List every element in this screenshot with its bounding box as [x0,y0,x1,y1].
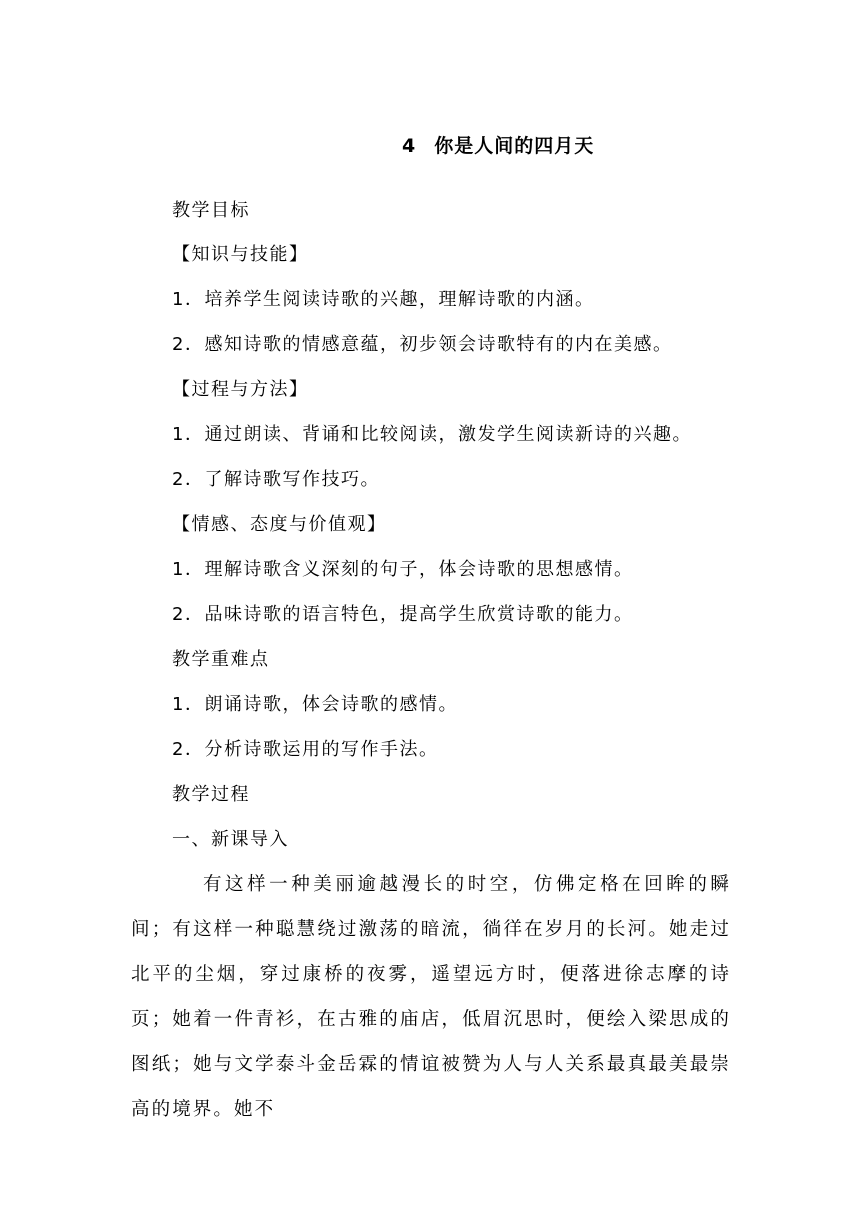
subheading-emotion-values: 【情感、态度与价值观】 [172,514,387,535]
title-number: 4 [402,135,417,157]
list-item: 2．了解诗歌写作技巧。 [172,469,380,490]
subheading-introduction: 一、新课导入 [172,829,289,850]
section-heading-key-points: 教学重难点 [172,649,270,670]
list-item: 1．理解诗歌含义深刻的句子，体会诗歌的思想感情。 [172,559,634,580]
page-title [402,131,594,158]
list-item: 1．培养学生阅读诗歌的兴趣，理解诗歌的内涵。 [172,289,595,310]
section-heading-objectives: 教学目标 [172,200,250,221]
title-text: 你是人间的四月天 [434,135,595,157]
subheading-process-method: 【过程与方法】 [172,379,309,400]
section-heading-process: 教学过程 [172,784,250,805]
list-item: 2．分析诗歌运用的写作手法。 [172,739,439,760]
list-item: 2．品味诗歌的语言特色，提高学生欣赏诗歌的能力。 [172,604,634,625]
list-item: 1．朗诵诗歌，体会诗歌的感情。 [172,694,458,715]
list-item: 2．感知诗歌的情感意蕴，初步领会诗歌特有的内在美感。 [172,334,673,355]
intro-paragraph: 有这样一种美丽逾越漫长的时空，仿佛定格在回眸的瞬间；有这样一种聪慧绕过激荡的暗流，徜徉在岁月的长河。她走过北平的尘烟，穿过康桥的夜雾，遥望远方时，便落进徐志摩的诗页；她着一件青衫，在古雅的庙店，低眉沉思时，便绘入梁思成的图纸；她与文学泰斗金岳霖的情谊被赞为人与人关系最真最美最崇高的境界。她不 [131,874,731,1120]
subheading-knowledge-skills: 【知识与技能】 [172,244,309,265]
list-item: 1．通过朗读、背诵和比较阅读，激发学生阅读新诗的兴趣。 [172,424,692,445]
